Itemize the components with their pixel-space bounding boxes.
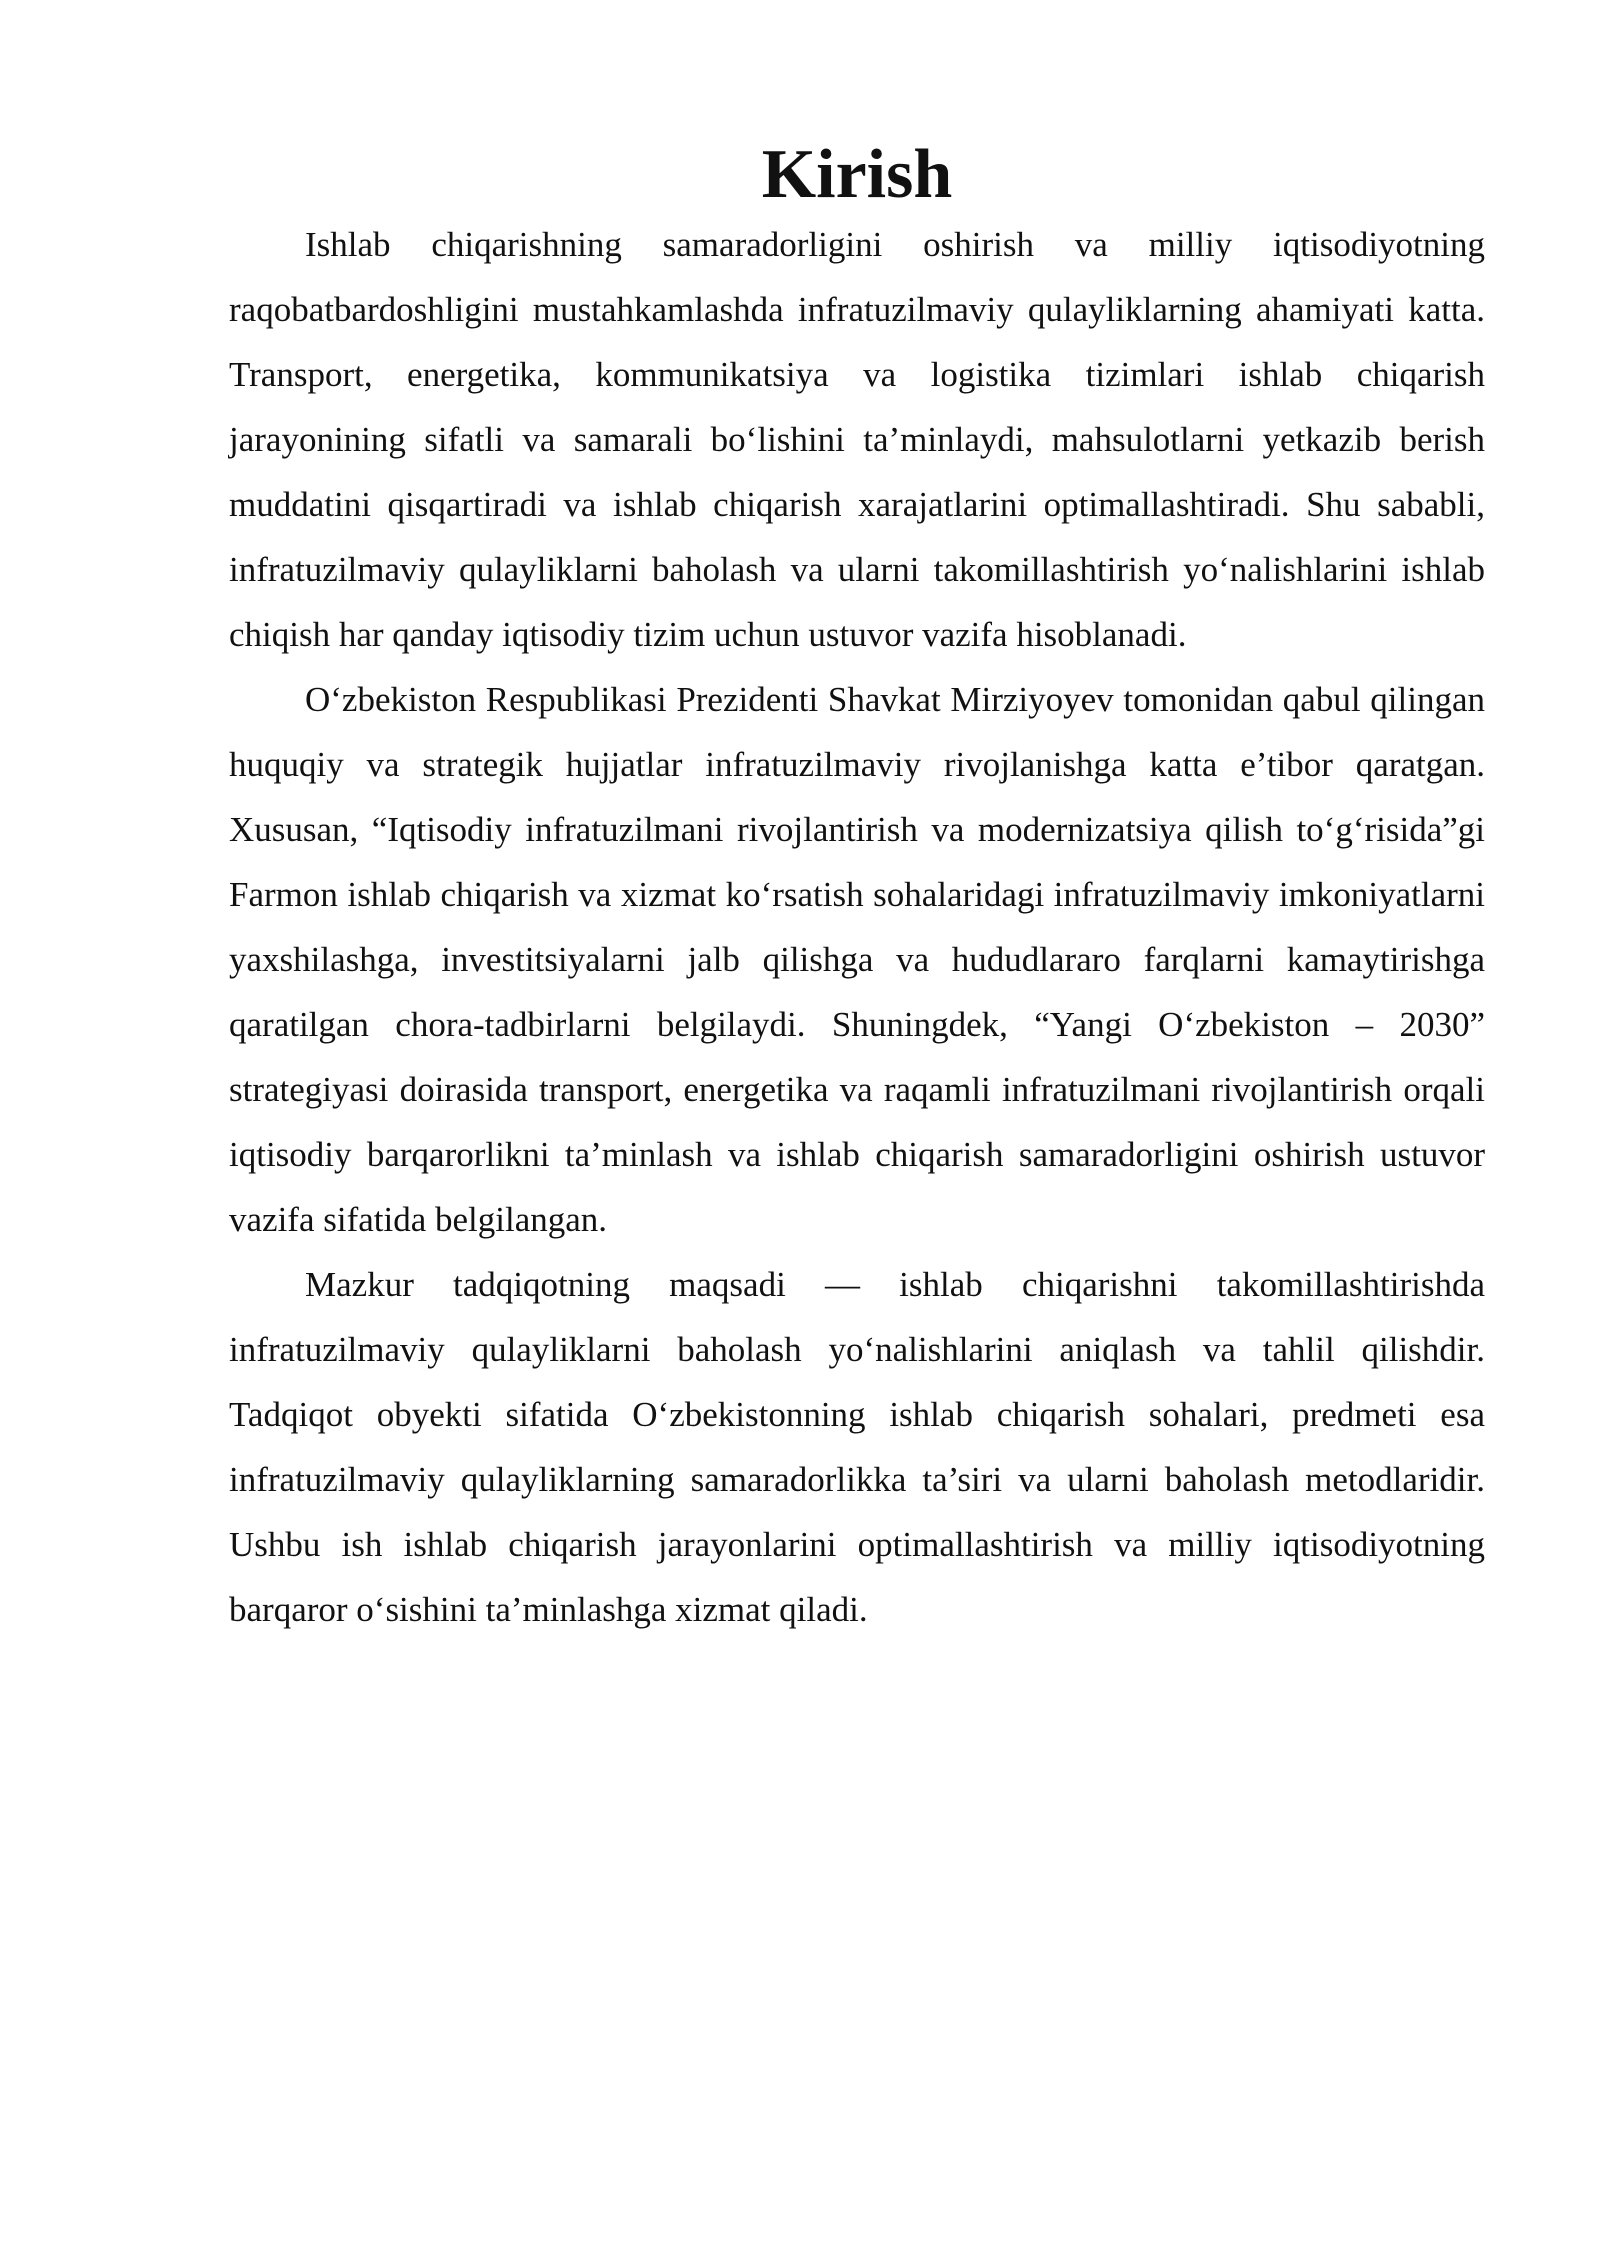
paragraph-1: Ishlab chiqarishning samaradorligini oshirish va milliy iqtisodiyotning raqobatbardoshligini mustahkamlashda infratuzilmaviy qulayliklarning ahamiyati katta. Transport, energetika, kommunikatsiya va logistika tizimlari ishlab chiqarish jarayonining sifatli va samarali bo‘lishini ta’minlaydi, mahsulotlarni yetkazib berish muddatini qisqartiradi va ishlab chiqarish xarajatlarini optimallashtiradi. Shu sababli, infratuzilmaviy qulayliklarni baholash va ularni takomillashtirish yo‘nalishlarini ishlab chiqish har qanday iqtisodiy tizim uchun ustuvor vazifa hisoblanadi. — [229, 225, 1485, 654]
paragraph-3: Mazkur tadqiqotning maqsadi — ishlab chiqarishni takomillashtirishda infratuzilmaviy qulayliklarni baholash yo‘nalishlarini aniqlash va tahlil qilishdir. Tadqiqot obyekti sifatida O‘zbekistonning ishlab chiqarish sohalari, predmeti esa infratuzilmaviy qulayliklarning samaradorlikka ta’siri va ularni baholash metodlaridir. Ushbu ish ishlab chiqarish jarayonlarini optimallashtirish va milliy iqtisodiyotning barqaror o‘sishini ta’minlashga xizmat qiladi. — [229, 1265, 1485, 1629]
paragraph-2: O‘zbekiston Respublikasi Prezidenti Shavkat Mirziyoyev tomonidan qabul qilingan huquqiy va strategik hujjatlar infratuzilmaviy rivojlanishga katta e’tibor qaratgan. Xususan, “Iqtisodiy infratuzilmani rivojlantirish va modernizatsiya qilish to‘g‘risida”gi Farmon ishlab chiqarish va xizmat ko‘rsatish sohalaridagi infratuzilmaviy imkoniyatlarni yaxshilashga, investitsiyalarni jalb qilishga va hududlararo farqlarni kamaytirishga qaratilgan chora-tadbirlarni belgilaydi. Shuningdek, “Yangi O‘zbekiston – 2030” strategiyasi doirasida transport, energetika va raqamli infratuzilmani rivojlantirish orqali iqtisodiy barqarorlikni ta’minlash va ishlab chiqarish samaradorligini oshirish ustuvor vazifa sifatida belgilangan. — [229, 680, 1485, 1239]
section-title: Kirish — [761, 136, 953, 213]
document-body — [229, 136, 1485, 1642]
